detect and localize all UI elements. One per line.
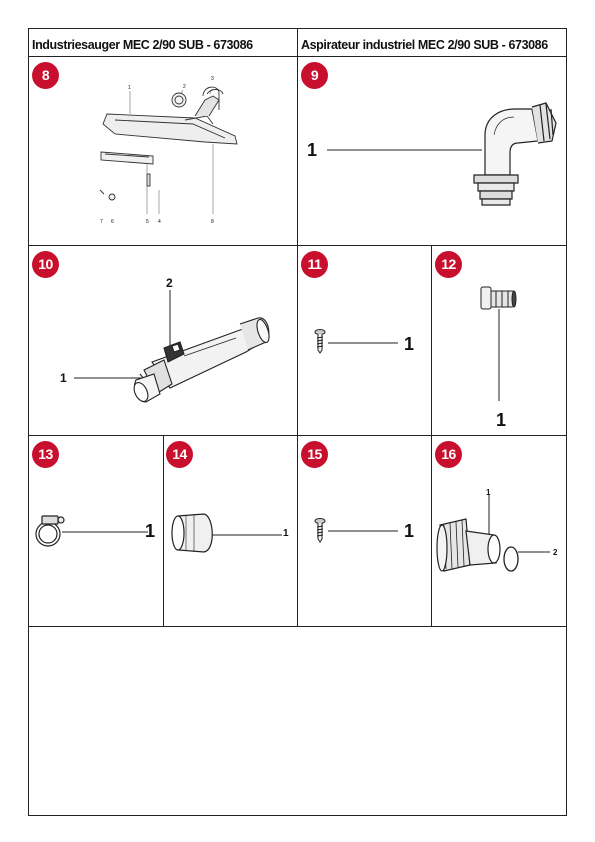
callout-label: 1 — [404, 521, 415, 541]
callout-label: 1 — [486, 488, 491, 497]
callout-label: 1 — [404, 334, 415, 354]
callout-label: 2 — [166, 276, 173, 290]
panel-number-badge: 16 — [435, 441, 462, 468]
panel-number-badge: 15 — [301, 441, 328, 468]
callout-label: 7 — [100, 219, 103, 225]
panel-number-badge: 9 — [301, 62, 328, 89]
hose-connector-illustration — [434, 495, 564, 575]
header-title-fr: Aspirateur industriel MEC 2/90 SUB - 673086 — [301, 38, 548, 52]
elbow-connector-illustration — [300, 95, 560, 215]
divider — [28, 626, 567, 627]
divider — [297, 28, 298, 626]
panel-number-badge: 14 — [166, 441, 193, 468]
screw-illustration — [312, 516, 402, 546]
panel-number-badge: 10 — [32, 251, 59, 278]
panel-number-badge: 12 — [435, 251, 462, 278]
panel-number-badge: 11 — [301, 251, 328, 278]
hose-cuff-illustration — [168, 508, 288, 558]
header-title-de: Industriesauger MEC 2/90 SUB - 673086 — [32, 38, 253, 52]
hose-clamp-illustration — [32, 508, 152, 553]
callout-label: 1 — [307, 140, 318, 160]
callout-label: 2 — [553, 548, 558, 557]
threaded-connector-illustration — [478, 283, 518, 403]
callout-label: 1 — [283, 528, 289, 539]
panel-number-badge: 13 — [32, 441, 59, 468]
callout-label: 4 — [158, 219, 161, 225]
callout-label: 1 — [60, 371, 67, 385]
divider — [163, 435, 164, 626]
callout-label: 3 — [211, 76, 214, 82]
callout-label: 1 — [145, 521, 156, 541]
callout-label: 1 — [128, 85, 131, 91]
callout-label: 2 — [183, 84, 186, 90]
callout-label: 1 — [496, 410, 507, 430]
callout-label: 8 — [211, 219, 214, 225]
divider — [431, 245, 432, 626]
screw-illustration — [312, 326, 402, 356]
floor-nozzle-exploded-illustration — [95, 80, 265, 230]
hand-tube-illustration — [60, 290, 280, 420]
panel-number-badge: 8 — [32, 62, 59, 89]
callout-label: 5 — [146, 219, 149, 225]
callout-label: 6 — [111, 219, 114, 225]
